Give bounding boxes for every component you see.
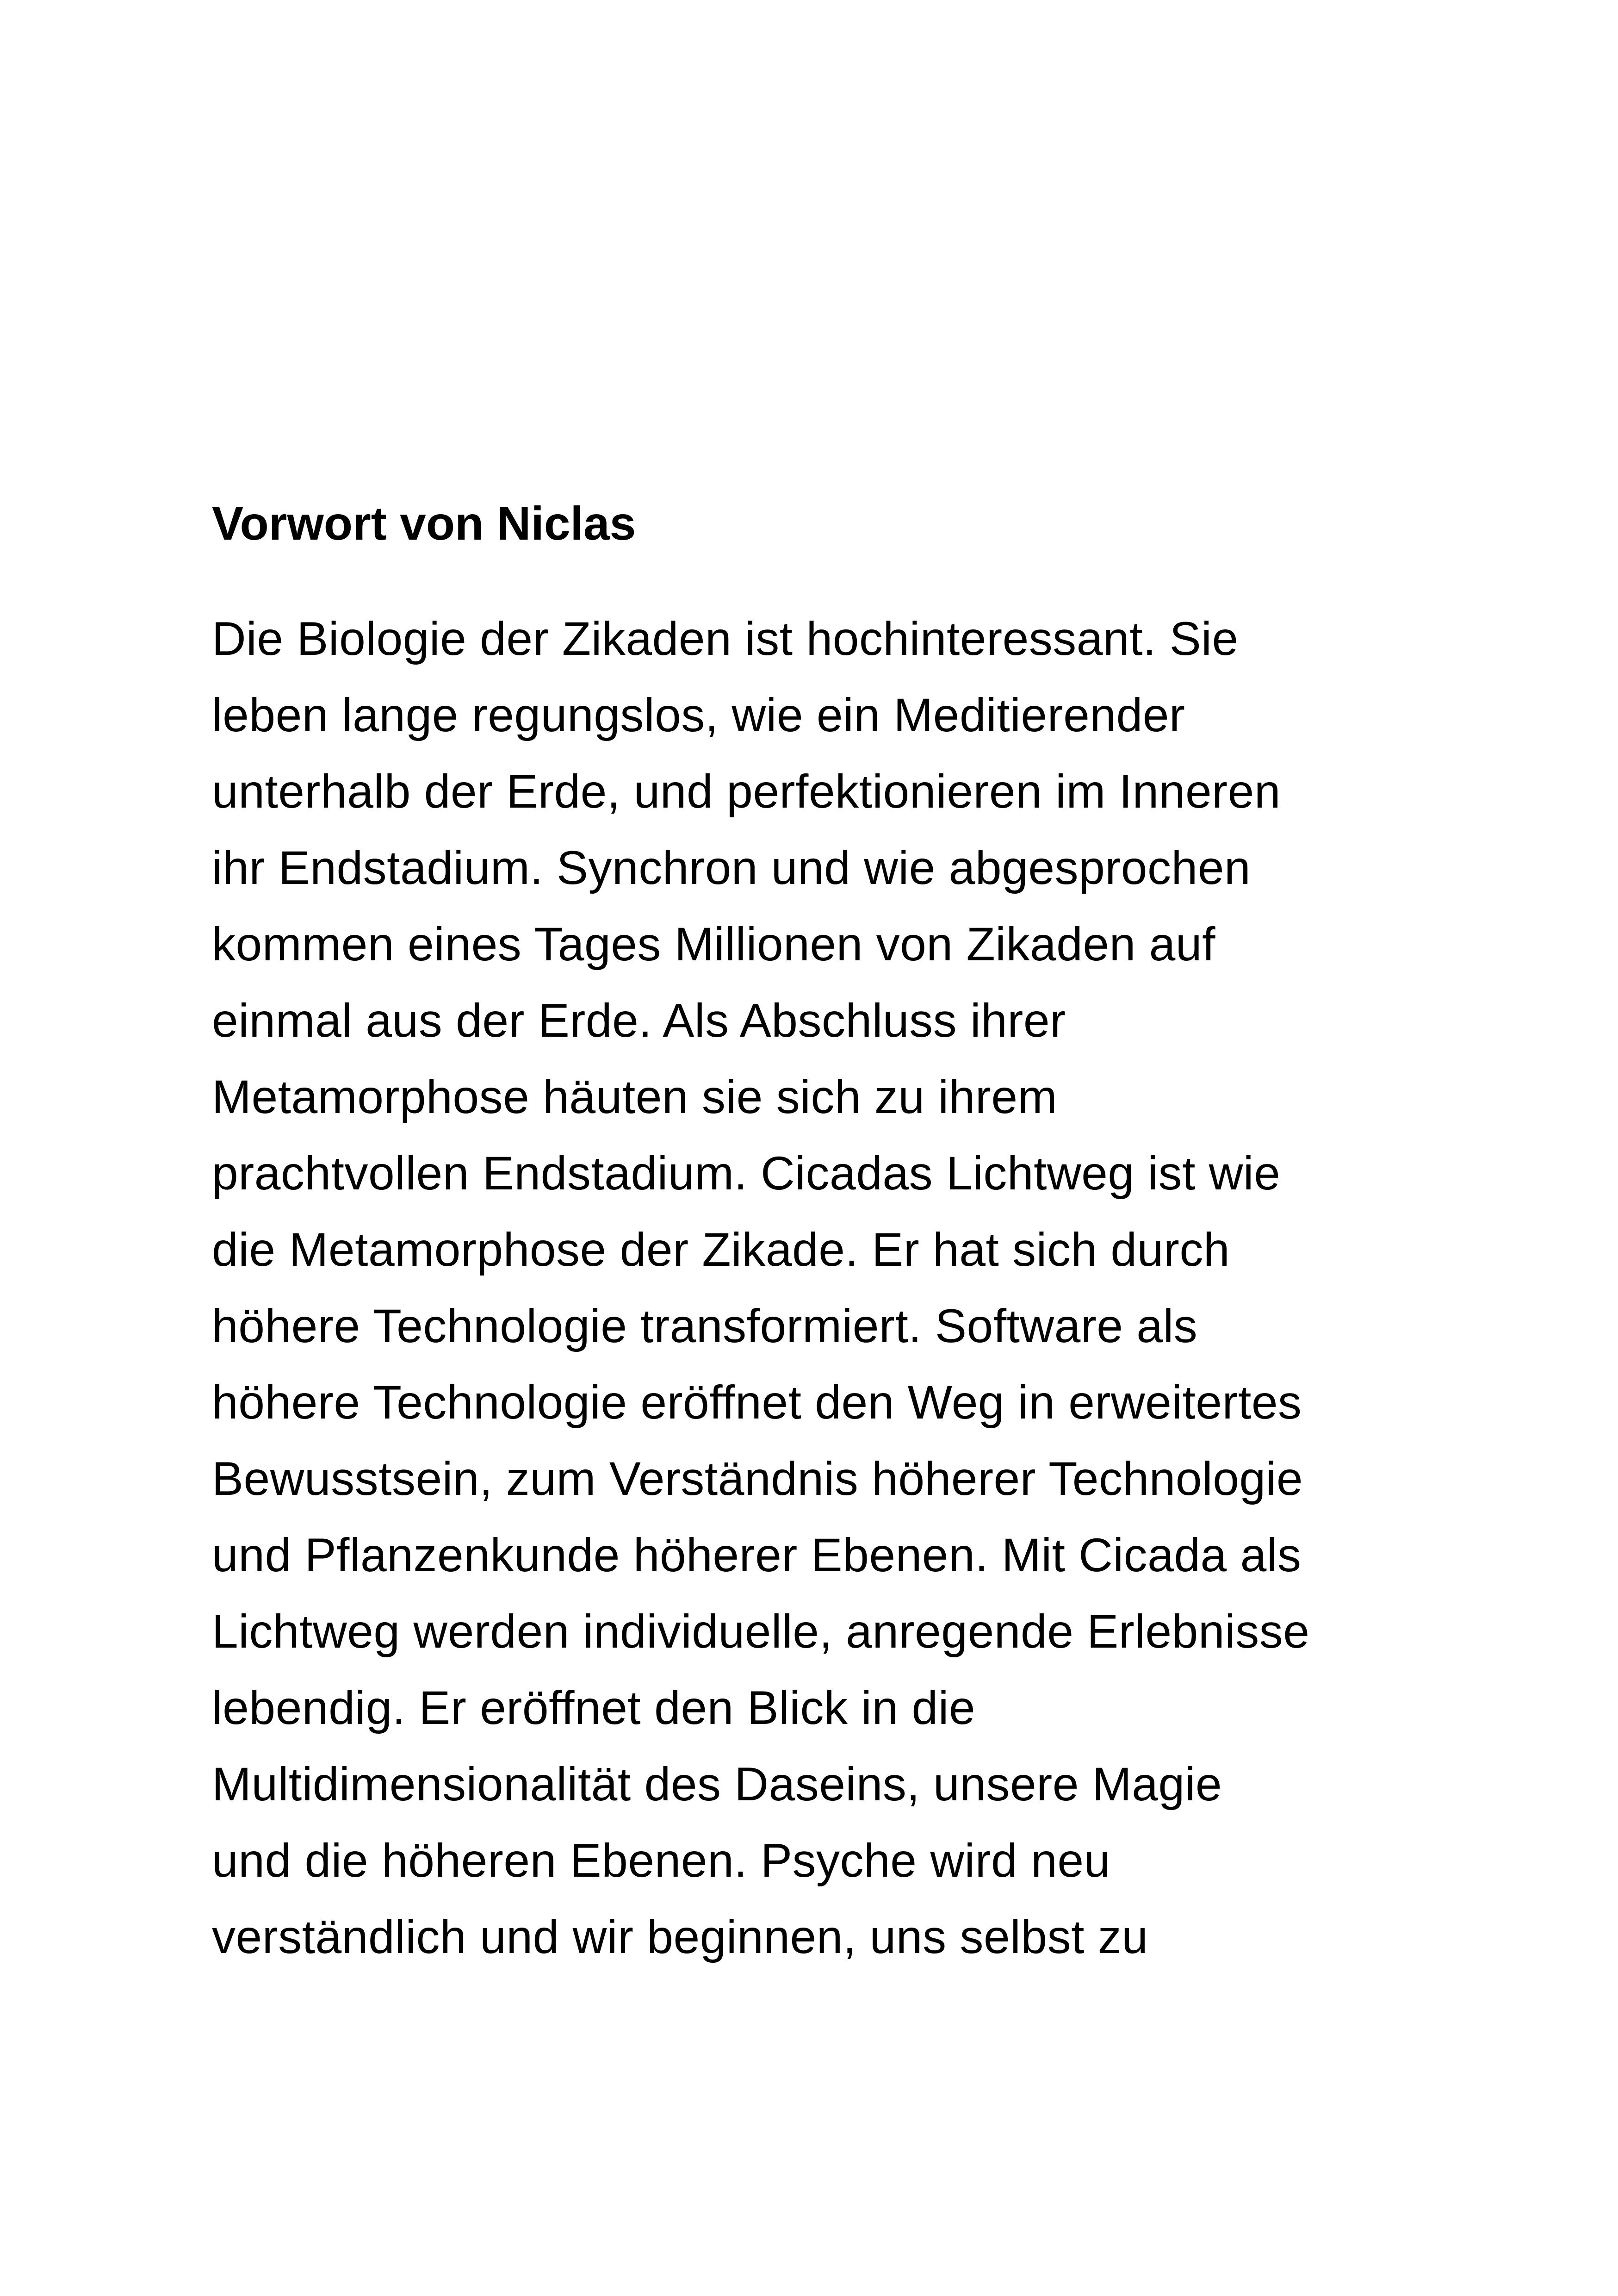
body-line: höhere Technologie transformiert. Software als: [212, 1300, 1198, 1352]
foreword-heading: Vorwort von Niclas: [212, 497, 636, 550]
body-line: verständlich und wir beginnen, uns selbst zu: [212, 1910, 1148, 1963]
body-line: einmal aus der Erde. Als Abschluss ihrer: [212, 994, 1066, 1047]
body-line: Bewusstsein, zum Verständnis höherer Technologie: [212, 1452, 1303, 1505]
body-line: und Pflanzenkunde höherer Ebenen. Mit Cicada als: [212, 1529, 1302, 1581]
body-line: prachtvollen Endstadium. Cicadas Lichtweg ist wie: [212, 1147, 1281, 1200]
body-line: unterhalb der Erde, und perfektionieren im Inneren: [212, 765, 1281, 818]
body-line: leben lange regungslos, wie ein Meditierender: [212, 689, 1185, 741]
foreword-section: [212, 495, 1461, 1975]
foreword-body: [212, 601, 1461, 1975]
body-line: ihr Endstadium. Synchron und wie abgesprochen: [212, 841, 1251, 894]
body-line: die Metamorphose der Zikade. Er hat sich durch: [212, 1223, 1230, 1276]
body-line: höhere Technologie eröffnet den Weg in erweitertes: [212, 1376, 1302, 1429]
body-line: kommen eines Tages Millionen von Zikaden auf: [212, 918, 1215, 971]
body-line: Multidimensionalität des Daseins, unsere Magie: [212, 1758, 1222, 1811]
body-line: Metamorphose häuten sie sich zu ihrem: [212, 1070, 1058, 1123]
body-line: Lichtweg werden individuelle, anregende Erlebnisse: [212, 1605, 1310, 1658]
body-line: Die Biologie der Zikaden ist hochinteressant. Sie: [212, 612, 1239, 665]
body-line: lebendig. Er eröffnet den Blick in die: [212, 1681, 976, 1734]
body-line: und die höheren Ebenen. Psyche wird neu: [212, 1834, 1110, 1887]
